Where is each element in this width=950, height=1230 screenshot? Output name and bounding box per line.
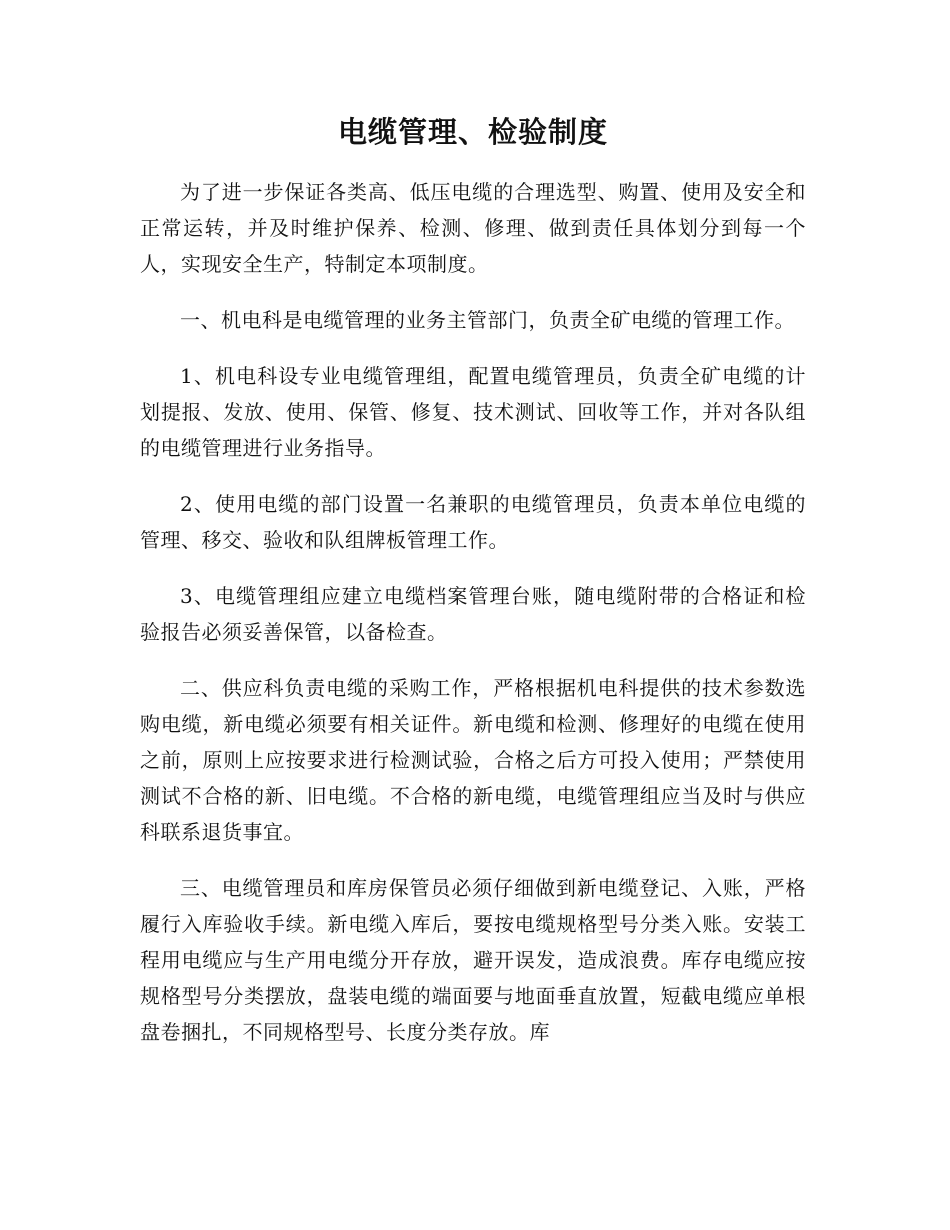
document-page: [140, 110, 806, 1070]
paragraph-item-1: 1、机电科设专业电缆管理组，配置电缆管理员，负责全矿电缆的计划提报、发放、使用、保管、修复、技术测试、回收等工作，并对各队组的电缆管理进行业务指导。: [140, 364, 806, 460]
paragraph-item-2: 2、使用电缆的部门设置一名兼职的电缆管理员，负责本单位电缆的管理、移交、验收和队组牌板管理工作。: [140, 492, 806, 552]
paragraph-section-2: 二、供应科负责电缆的采购工作，严格根据机电科提供的技术参数选购电缆，新电缆必须要有相关证件。新电缆和检测、修理好的电缆在使用之前，原则上应按要求进行检测试验，合格之后方可投入使用；严禁使用测试不合格的新、旧电缆。不合格的新电缆，电缆管理组应当及时与供应科联系退货事宜。: [140, 676, 806, 844]
paragraph-section-3: 三、电缆管理员和库房保管员必须仔细做到新电缆登记、入账，严格履行入库验收手续。新电缆入库后，要按电缆规格型号分类入账。安装工程用电缆应与生产用电缆分开存放，避开误发，造成浪费。库存电缆应按规格型号分类摆放，盘装电缆的端面要与地面垂直放置，短截电缆应单根盘卷捆扎，不同规格型号、长度分类存放。库: [140, 876, 806, 1044]
paragraph-section-1: 一、机电科是电缆管理的业务主管部门，负责全矿电缆的管理工作。: [180, 308, 795, 332]
paragraph-intro: 为了进一步保证各类高、低压电缆的合理选型、购置、使用及安全和正常运转，并及时维护保养、检测、修理、做到责任具体划分到每一个人，实现安全生产，特制定本项制度。: [140, 180, 806, 276]
document-title: 电缆管理、检验制度: [337, 115, 608, 149]
paragraph-item-3: 3、电缆管理组应建立电缆档案管理台账，随电缆附带的合格证和检验报告必须妥善保管，以备检查。: [140, 584, 806, 644]
